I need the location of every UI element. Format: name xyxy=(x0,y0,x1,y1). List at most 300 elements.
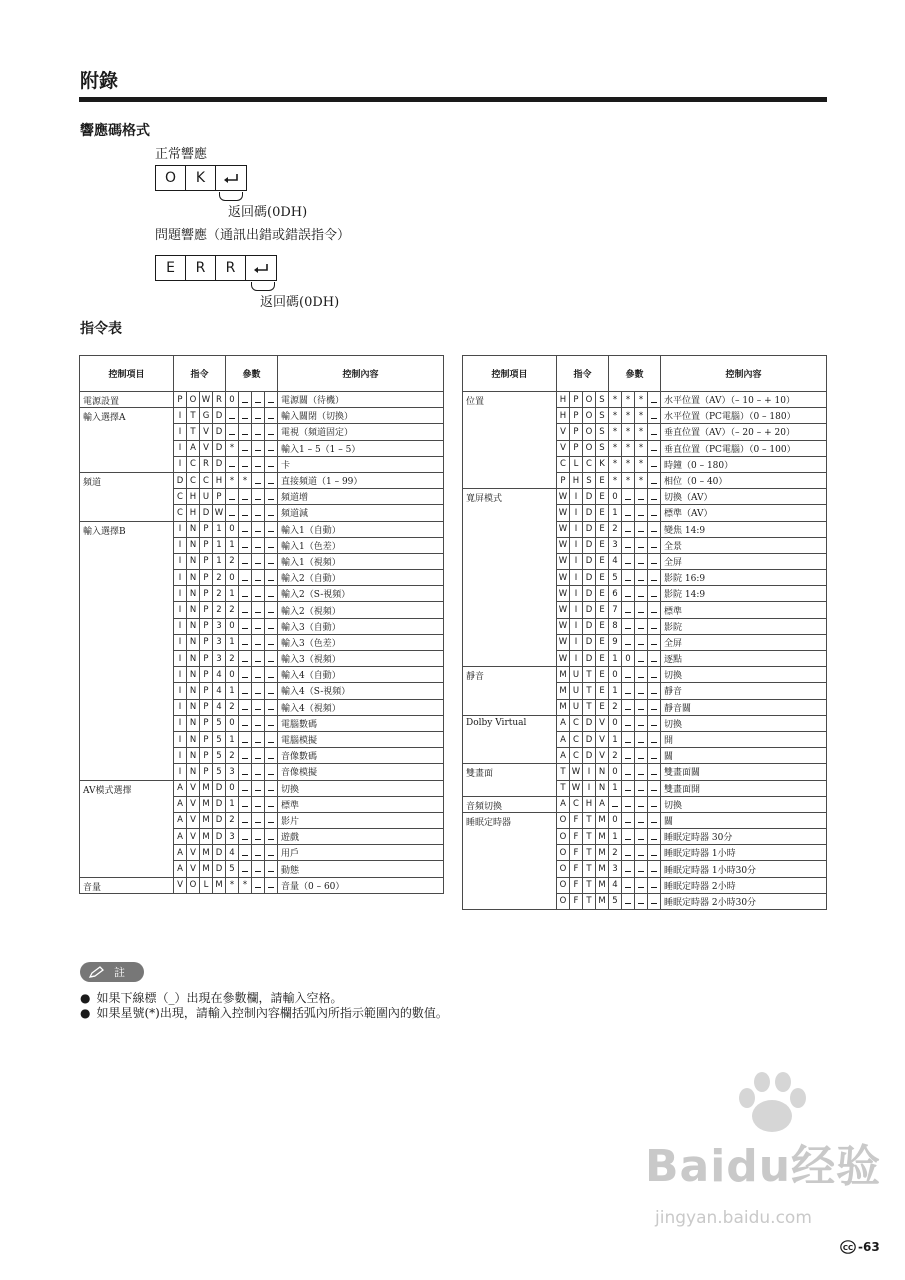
blank-mark xyxy=(242,442,248,451)
command-char-cell: D xyxy=(213,812,226,828)
param-char-cell xyxy=(622,634,635,650)
param-char-cell xyxy=(265,634,278,650)
command-char-cell: A xyxy=(174,861,187,877)
blank-mark xyxy=(255,475,261,484)
blank-mark xyxy=(651,426,657,435)
command-char-cell: D xyxy=(583,537,596,553)
command-char-cell: S xyxy=(596,424,609,440)
blank-mark xyxy=(651,685,657,694)
blank-mark xyxy=(268,701,274,710)
blank-mark xyxy=(242,620,248,629)
command-char-cell: P xyxy=(570,392,583,408)
command-char-cell: C xyxy=(570,748,583,764)
column-header-item: 控制項目 xyxy=(80,356,174,392)
param-char-cell xyxy=(265,748,278,764)
param-char-cell xyxy=(635,651,648,667)
command-char-cell: M xyxy=(200,845,213,861)
command-char-cell: E xyxy=(596,472,609,488)
blank-mark xyxy=(268,491,274,500)
blank-mark xyxy=(651,782,657,791)
param-char-cell: 1 xyxy=(226,586,239,602)
blank-mark xyxy=(268,782,274,791)
control-content-cell: 輸入4（視頻） xyxy=(278,699,444,715)
param-char-cell: * xyxy=(609,424,622,440)
command-char-cell: I xyxy=(174,570,187,586)
command-char-cell: 3 xyxy=(213,651,226,667)
param-char-cell xyxy=(622,731,635,747)
control-content-cell: 輸入1 – 5（1 – 5） xyxy=(278,440,444,456)
blank-mark xyxy=(242,491,248,500)
command-char-cell: H xyxy=(570,472,583,488)
command-char-cell: H xyxy=(583,796,596,812)
param-char-cell: 1 xyxy=(226,537,239,553)
table-row xyxy=(463,812,827,828)
command-char-cell: A xyxy=(174,780,187,796)
command-char-cell: N xyxy=(187,553,200,569)
blank-mark xyxy=(255,588,261,597)
param-char-cell: * xyxy=(226,877,239,893)
param-char-cell xyxy=(239,392,252,408)
param-char-cell xyxy=(648,893,661,909)
command-char-cell: T xyxy=(583,829,596,845)
param-char-cell xyxy=(635,537,648,553)
control-content-cell: 垂直位置（PC電腦）（0 – 100） xyxy=(661,440,827,456)
command-char-cell: D xyxy=(583,521,596,537)
blank-mark xyxy=(229,410,235,419)
param-char-cell xyxy=(265,392,278,408)
command-char-cell: V xyxy=(200,424,213,440)
blank-mark xyxy=(255,847,261,856)
param-char-cell: 6 xyxy=(609,586,622,602)
blank-mark xyxy=(638,523,644,532)
control-content-cell: 輸入3（視頻） xyxy=(278,651,444,667)
command-char-cell: I xyxy=(174,424,187,440)
blank-mark xyxy=(651,653,657,662)
control-item-cell: Dolby Virtual xyxy=(463,715,557,764)
command-char-cell: R xyxy=(200,456,213,472)
command-char-cell: 5 xyxy=(213,715,226,731)
command-char-cell: A xyxy=(557,748,570,764)
command-char-cell: C xyxy=(174,489,187,505)
param-char-cell xyxy=(252,472,265,488)
param-char-cell xyxy=(252,764,265,780)
param-char-cell xyxy=(239,780,252,796)
param-char-cell xyxy=(648,521,661,537)
blank-mark xyxy=(638,669,644,678)
blank-mark xyxy=(651,766,657,775)
command-char-cell: P xyxy=(200,748,213,764)
control-content-cell: 動態 xyxy=(278,861,444,877)
blank-mark xyxy=(255,653,261,662)
command-char-cell: I xyxy=(174,456,187,472)
param-char-cell xyxy=(252,537,265,553)
column-header-content: 控制內容 xyxy=(278,356,444,392)
command-char-cell: D xyxy=(583,586,596,602)
param-char-cell xyxy=(265,683,278,699)
command-char-cell: V xyxy=(174,877,187,893)
column-header-command: 指令 xyxy=(557,356,609,392)
blank-mark xyxy=(638,814,644,823)
blank-mark xyxy=(255,572,261,581)
bullet-icon: ● xyxy=(80,1006,91,1020)
blank-mark xyxy=(242,685,248,694)
command-char-cell: U xyxy=(200,489,213,505)
param-char-cell: * xyxy=(609,456,622,472)
blank-mark xyxy=(255,620,261,629)
blank-mark xyxy=(625,831,631,840)
param-char-cell xyxy=(252,618,265,634)
command-char-cell: D xyxy=(213,829,226,845)
blank-mark xyxy=(651,491,657,500)
blank-mark xyxy=(255,458,261,467)
command-char-cell: L xyxy=(570,456,583,472)
param-char-cell xyxy=(252,699,265,715)
command-char-cell: 3 xyxy=(213,618,226,634)
blank-mark xyxy=(242,458,248,467)
command-char-cell: C xyxy=(583,456,596,472)
blank-mark xyxy=(651,442,657,451)
command-char-cell: 5 xyxy=(213,731,226,747)
param-char-cell: * xyxy=(622,456,635,472)
param-char-cell xyxy=(648,861,661,877)
command-char-cell: A xyxy=(596,796,609,812)
blank-mark xyxy=(651,734,657,743)
blank-mark xyxy=(625,750,631,759)
param-char-cell xyxy=(252,748,265,764)
blank-mark xyxy=(651,394,657,403)
command-char-cell: P xyxy=(200,715,213,731)
command-char-cell: I xyxy=(570,634,583,650)
param-char-cell: 0 xyxy=(609,489,622,505)
command-char-cell: U xyxy=(570,699,583,715)
command-char-cell: N xyxy=(187,634,200,650)
blank-mark xyxy=(651,669,657,678)
control-item-cell: 音量 xyxy=(80,877,174,893)
param-char-cell xyxy=(622,521,635,537)
param-char-cell xyxy=(622,796,635,812)
command-char-cell: 2 xyxy=(213,570,226,586)
blank-mark xyxy=(625,588,631,597)
control-item-cell: 睡眠定時器 xyxy=(463,812,557,909)
command-char-cell: I xyxy=(570,570,583,586)
command-char-cell: 1 xyxy=(213,521,226,537)
blank-mark xyxy=(651,539,657,548)
command-char-cell: C xyxy=(187,472,200,488)
blank-mark xyxy=(625,555,631,564)
command-char-cell: P xyxy=(570,440,583,456)
page-number: CC -63 xyxy=(840,1240,880,1254)
command-char-cell: W xyxy=(213,505,226,521)
param-char-cell: 4 xyxy=(609,877,622,893)
param-char-cell xyxy=(239,489,252,505)
param-char-cell: * xyxy=(609,392,622,408)
blank-mark xyxy=(255,685,261,694)
blank-mark xyxy=(242,831,248,840)
blank-mark xyxy=(268,814,274,823)
param-char-cell xyxy=(239,618,252,634)
param-char-cell xyxy=(622,505,635,521)
table-row xyxy=(463,392,827,408)
param-char-cell xyxy=(635,489,648,505)
paw-logo-icon xyxy=(717,1068,827,1138)
enter-icon xyxy=(253,263,269,273)
command-char-cell: N xyxy=(187,731,200,747)
command-char-cell: W xyxy=(557,489,570,505)
blank-mark xyxy=(255,604,261,613)
param-char-cell xyxy=(252,521,265,537)
param-char-cell: 1 xyxy=(226,683,239,699)
control-content-cell: 切換 xyxy=(661,796,827,812)
column-header-command: 指令 xyxy=(174,356,226,392)
control-content-cell: 雙畫面開 xyxy=(661,780,827,796)
param-char-cell xyxy=(252,408,265,424)
blank-mark xyxy=(638,555,644,564)
blank-mark xyxy=(229,458,235,467)
param-char-cell xyxy=(635,893,648,909)
command-char-cell: S xyxy=(596,392,609,408)
table-row xyxy=(463,667,827,683)
control-item-cell: 電源設置 xyxy=(80,392,174,408)
blank-mark xyxy=(625,636,631,645)
blank-mark xyxy=(651,604,657,613)
blank-mark xyxy=(638,782,644,791)
param-char-cell xyxy=(635,780,648,796)
param-char-cell: 0 xyxy=(226,780,239,796)
command-char-cell: W xyxy=(557,505,570,521)
param-char-cell: * xyxy=(635,472,648,488)
command-char-cell: A xyxy=(174,812,187,828)
command-char-cell: E xyxy=(596,618,609,634)
blank-mark xyxy=(242,588,248,597)
blank-mark xyxy=(638,653,644,662)
blank-mark xyxy=(268,831,274,840)
command-char-cell: F xyxy=(570,812,583,828)
blank-mark xyxy=(242,717,248,726)
command-char-cell: P xyxy=(200,764,213,780)
param-char-cell xyxy=(252,715,265,731)
blank-mark xyxy=(242,539,248,548)
blank-mark xyxy=(242,766,248,775)
blank-mark xyxy=(638,636,644,645)
command-char-cell: D xyxy=(583,602,596,618)
blank-mark xyxy=(625,685,631,694)
watermark-brand: Baidu经验 xyxy=(645,1141,882,1192)
command-char-cell: V xyxy=(200,440,213,456)
command-char-cell: U xyxy=(570,683,583,699)
blank-mark xyxy=(255,523,261,532)
param-char-cell xyxy=(635,586,648,602)
command-char-cell: O xyxy=(583,392,596,408)
param-char-cell: 2 xyxy=(226,748,239,764)
param-char-cell xyxy=(265,440,278,456)
control-content-cell: 雙畫面關 xyxy=(661,764,827,780)
command-char-cell: N xyxy=(187,667,200,683)
param-char-cell xyxy=(252,456,265,472)
blank-mark xyxy=(638,879,644,888)
param-char-cell xyxy=(635,667,648,683)
param-char-cell xyxy=(635,812,648,828)
control-content-cell: 頻道減 xyxy=(278,505,444,521)
param-char-cell xyxy=(239,553,252,569)
blank-mark xyxy=(255,831,261,840)
control-content-cell: 標準 xyxy=(278,796,444,812)
table-row xyxy=(80,472,444,488)
param-char-cell xyxy=(635,829,648,845)
response-format-title: 響應碼格式 xyxy=(80,123,150,139)
command-char-cell: P xyxy=(200,683,213,699)
command-char-cell: T xyxy=(557,780,570,796)
blank-mark xyxy=(651,879,657,888)
blank-mark xyxy=(638,863,644,872)
param-char-cell xyxy=(239,812,252,828)
command-char-cell: V xyxy=(557,440,570,456)
control-content-cell: 靜音關 xyxy=(661,699,827,715)
blank-mark xyxy=(242,814,248,823)
param-char-cell xyxy=(239,731,252,747)
command-char-cell: H xyxy=(557,408,570,424)
param-char-cell xyxy=(622,699,635,715)
command-char-cell: V xyxy=(596,748,609,764)
command-char-cell: W xyxy=(557,586,570,602)
param-char-cell xyxy=(265,715,278,731)
param-char-cell xyxy=(239,408,252,424)
code-char: O xyxy=(156,166,186,190)
command-char-cell: I xyxy=(174,602,187,618)
param-char-cell xyxy=(239,602,252,618)
param-char-cell xyxy=(239,521,252,537)
control-content-cell: 音量（0 – 60） xyxy=(278,877,444,893)
param-char-cell xyxy=(239,861,252,877)
blank-mark xyxy=(651,458,657,467)
param-char-cell xyxy=(265,505,278,521)
command-char-cell: D xyxy=(200,505,213,521)
blank-mark xyxy=(242,426,248,435)
param-char-cell xyxy=(265,651,278,667)
command-char-cell: O xyxy=(557,812,570,828)
blank-mark xyxy=(268,734,274,743)
param-char-cell xyxy=(226,505,239,521)
control-content-cell: 遊戲 xyxy=(278,829,444,845)
param-char-cell xyxy=(648,505,661,521)
control-content-cell: 全景 xyxy=(661,537,827,553)
param-char-cell xyxy=(226,424,239,440)
blank-mark xyxy=(268,653,274,662)
command-char-cell: D xyxy=(213,845,226,861)
param-char-cell xyxy=(252,829,265,845)
command-char-cell: 2 xyxy=(213,602,226,618)
command-char-cell: U xyxy=(570,667,583,683)
command-char-cell: V xyxy=(187,796,200,812)
command-char-cell: H xyxy=(557,392,570,408)
control-item-cell: 位置 xyxy=(463,392,557,489)
command-char-cell: I xyxy=(570,489,583,505)
control-content-cell: 切換（AV） xyxy=(661,489,827,505)
blank-mark xyxy=(651,814,657,823)
control-content-cell: 頻道增 xyxy=(278,489,444,505)
blank-mark xyxy=(268,394,274,403)
command-char-cell: D xyxy=(213,456,226,472)
blank-mark xyxy=(268,426,274,435)
param-char-cell xyxy=(609,796,622,812)
command-char-cell: S xyxy=(596,408,609,424)
blank-mark xyxy=(255,636,261,645)
command-char-cell: D xyxy=(583,634,596,650)
param-char-cell xyxy=(265,861,278,877)
command-char-cell: S xyxy=(596,440,609,456)
command-char-cell: I xyxy=(174,586,187,602)
command-char-cell: M xyxy=(596,861,609,877)
param-char-cell xyxy=(622,683,635,699)
blank-mark xyxy=(242,750,248,759)
code-char: R xyxy=(216,256,246,280)
command-char-cell: P xyxy=(557,472,570,488)
blank-mark xyxy=(268,620,274,629)
param-char-cell xyxy=(648,845,661,861)
command-char-cell: G xyxy=(200,408,213,424)
param-char-cell xyxy=(239,570,252,586)
blank-mark xyxy=(268,847,274,856)
blank-mark xyxy=(255,766,261,775)
command-char-cell: W xyxy=(557,634,570,650)
blank-mark xyxy=(242,394,248,403)
baidu-watermark xyxy=(645,1130,882,1228)
command-char-cell: N xyxy=(596,764,609,780)
return-bracket xyxy=(219,192,243,201)
blank-mark xyxy=(625,539,631,548)
command-char-cell: I xyxy=(174,618,187,634)
command-char-cell: H xyxy=(187,489,200,505)
control-content-cell: 直接頻道（1 – 99） xyxy=(278,472,444,488)
param-char-cell xyxy=(622,877,635,893)
command-char-cell: 2 xyxy=(213,586,226,602)
command-char-cell: P xyxy=(200,570,213,586)
param-char-cell xyxy=(648,731,661,747)
param-char-cell xyxy=(648,489,661,505)
blank-mark xyxy=(651,798,657,807)
command-char-cell: I xyxy=(174,667,187,683)
command-char-cell: P xyxy=(200,602,213,618)
blank-mark xyxy=(651,410,657,419)
code-char: K xyxy=(186,166,216,190)
command-char-cell: C xyxy=(174,505,187,521)
command-char-cell: P xyxy=(200,699,213,715)
command-char-cell: F xyxy=(570,893,583,909)
blank-mark xyxy=(229,491,235,500)
param-char-cell: 8 xyxy=(609,618,622,634)
param-char-cell xyxy=(252,812,265,828)
command-char-cell: H xyxy=(213,472,226,488)
control-content-cell: 睡眠定時器 2小時 xyxy=(661,877,827,893)
control-content-cell: 音像數碼 xyxy=(278,748,444,764)
blank-mark xyxy=(638,620,644,629)
param-char-cell: 0 xyxy=(226,570,239,586)
blank-mark xyxy=(255,426,261,435)
command-char-cell: T xyxy=(583,861,596,877)
param-char-cell xyxy=(635,521,648,537)
param-char-cell xyxy=(622,715,635,731)
blank-mark xyxy=(651,701,657,710)
command-char-cell: D xyxy=(213,440,226,456)
param-char-cell: * xyxy=(609,472,622,488)
bullet-icon: ● xyxy=(80,991,91,1005)
param-char-cell: 5 xyxy=(609,893,622,909)
param-char-cell xyxy=(622,893,635,909)
blank-mark xyxy=(651,717,657,726)
command-char-cell: D xyxy=(213,408,226,424)
control-content-cell: 全屏 xyxy=(661,634,827,650)
command-char-cell: R xyxy=(213,392,226,408)
param-char-cell xyxy=(635,618,648,634)
